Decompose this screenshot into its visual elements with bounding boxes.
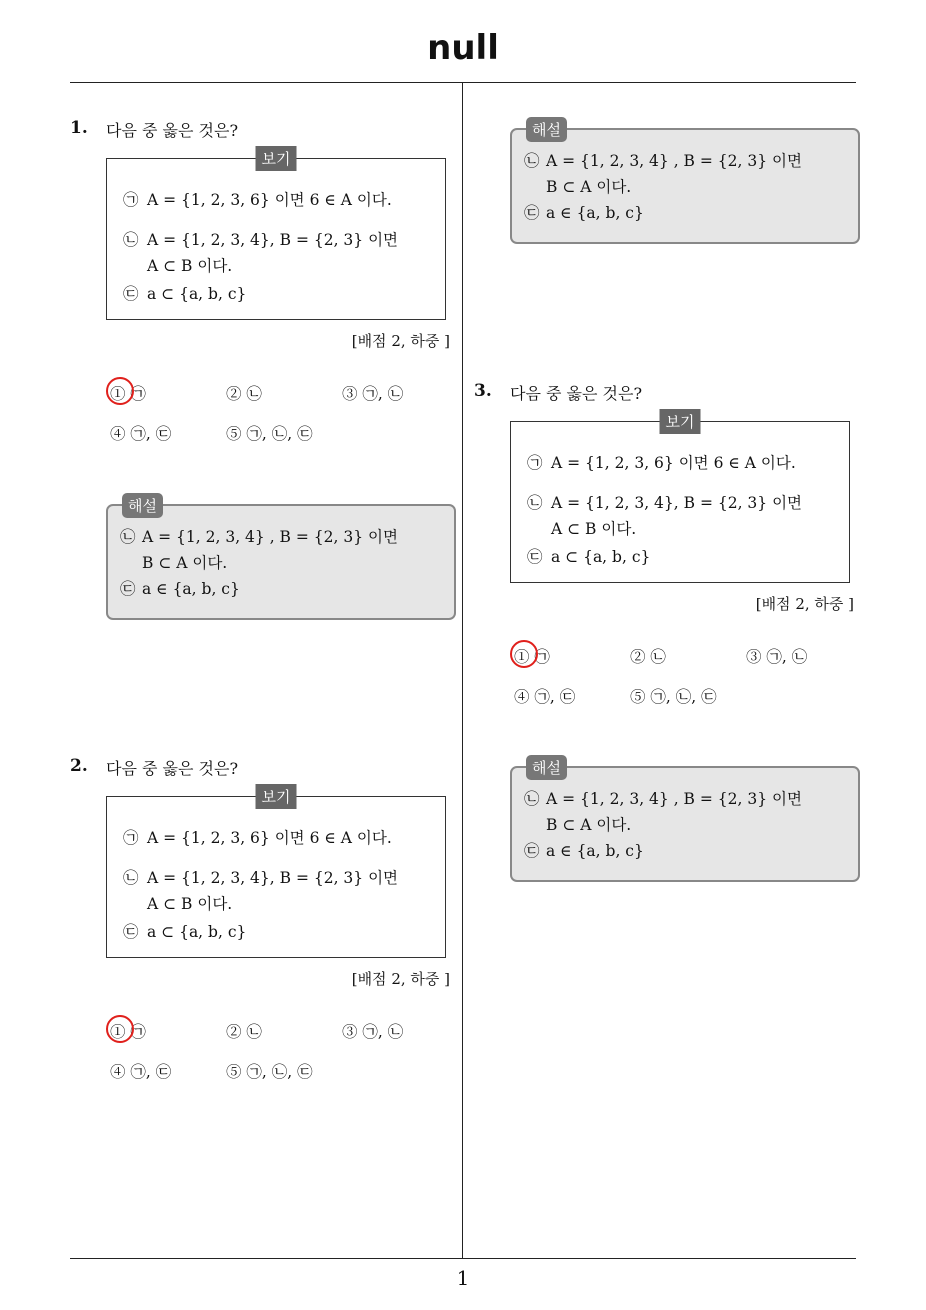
question-stem: 다음 중 옳은 것은?	[510, 384, 643, 403]
question-stem: 다음 중 옳은 것은?	[106, 759, 239, 778]
footer-rule	[70, 1258, 856, 1259]
header-rule	[70, 82, 856, 83]
bogi-item: ㉢ a ⊂ {a, b, c}	[123, 285, 247, 303]
bogi-box	[510, 413, 850, 583]
choice-1[interactable]: ① ㉠	[110, 382, 146, 404]
bogi-item: ㉡ A = {1, 2, 3, 4}, B = {2, 3} 이면 A ⊂ B 이다.	[123, 869, 399, 913]
bogi-item: ㉠ A = {1, 2, 3, 6} 이면 6 ∈ A 이다.	[123, 829, 392, 847]
question-stem: 다음 중 옳은 것은?	[106, 121, 239, 140]
score-label: [배점 2, 하중 ]	[755, 595, 854, 613]
question-2	[70, 756, 450, 1081]
question-1	[70, 118, 450, 443]
bogi-item: ㉠ A = {1, 2, 3, 6} 이면 6 ∈ A 이다.	[527, 454, 796, 472]
choice-4[interactable]: ④ ㉠, ㉢	[110, 425, 172, 443]
choice-3[interactable]: ③ ㉠, ㉡	[342, 385, 404, 403]
answer-mark	[510, 640, 538, 668]
bogi-item: ㉢ a ⊂ {a, b, c}	[123, 923, 247, 941]
bogi-tag: 보기	[660, 409, 701, 434]
choice-5[interactable]: ⑤ ㉠, ㉡, ㉢	[630, 688, 717, 706]
page-number: 1	[456, 1266, 470, 1290]
bogi-tag: 보기	[256, 146, 297, 171]
column-divider	[462, 82, 463, 1258]
bogi-item: ㉡ A = {1, 2, 3, 4}, B = {2, 3} 이면 A ⊂ B 이다.	[527, 494, 803, 538]
choice-2[interactable]: ② ㉡	[226, 385, 262, 403]
choices	[510, 641, 850, 711]
explanation-item: ㉡ A = {1, 2, 3, 4} , B = {2, 3} 이면 B ⊂ A 이다.	[524, 152, 802, 196]
choices	[106, 1016, 446, 1086]
choice-1[interactable]: ① ㉠	[514, 645, 550, 667]
explanation-box	[106, 497, 456, 620]
choice-2[interactable]: ② ㉡	[630, 648, 666, 666]
score-label: [배점 2, 하중 ]	[351, 332, 450, 350]
explanation-tag: 해설	[122, 493, 163, 518]
explanation-item: ㉡ A = {1, 2, 3, 4} , B = {2, 3} 이면 B ⊂ A 이다.	[524, 790, 802, 834]
choice-3[interactable]: ③ ㉠, ㉡	[746, 648, 808, 666]
bogi-box	[106, 150, 446, 320]
explanation-tag: 해설	[526, 755, 567, 780]
choice-2[interactable]: ② ㉡	[226, 1023, 262, 1041]
answer-mark	[106, 377, 134, 405]
bogi-item: ㉢ a ⊂ {a, b, c}	[527, 548, 651, 566]
explanation-item: ㉢ a ∈ {a, b, c}	[120, 580, 240, 598]
bogi-box	[106, 788, 446, 958]
explanation-item: ㉢ a ∈ {a, b, c}	[524, 842, 644, 860]
score-label: [배점 2, 하중 ]	[351, 970, 450, 988]
choices	[106, 378, 446, 448]
explanation-item: ㉢ a ∈ {a, b, c}	[524, 204, 644, 222]
question-3	[474, 381, 854, 706]
explanation-tag: 해설	[526, 117, 567, 142]
choice-1[interactable]: ① ㉠	[110, 1020, 146, 1042]
question-number: 3.	[474, 381, 492, 401]
choice-4[interactable]: ④ ㉠, ㉢	[110, 1063, 172, 1081]
bogi-item: ㉠ A = {1, 2, 3, 6} 이면 6 ∈ A 이다.	[123, 191, 392, 209]
bogi-tag: 보기	[256, 784, 297, 809]
choice-5[interactable]: ⑤ ㉠, ㉡, ㉢	[226, 1063, 313, 1081]
explanation-box	[510, 121, 860, 244]
choice-5[interactable]: ⑤ ㉠, ㉡, ㉢	[226, 425, 313, 443]
question-number: 1.	[70, 118, 88, 138]
page-title: null	[427, 28, 499, 68]
question-number: 2.	[70, 756, 88, 776]
choice-4[interactable]: ④ ㉠, ㉢	[514, 688, 576, 706]
explanation-item: ㉡ A = {1, 2, 3, 4} , B = {2, 3} 이면 B ⊂ A 이다.	[120, 528, 398, 572]
answer-mark	[106, 1015, 134, 1043]
bogi-item: ㉡ A = {1, 2, 3, 4}, B = {2, 3} 이면 A ⊂ B 이다.	[123, 231, 399, 275]
choice-3[interactable]: ③ ㉠, ㉡	[342, 1023, 404, 1041]
explanation-box	[510, 759, 860, 882]
